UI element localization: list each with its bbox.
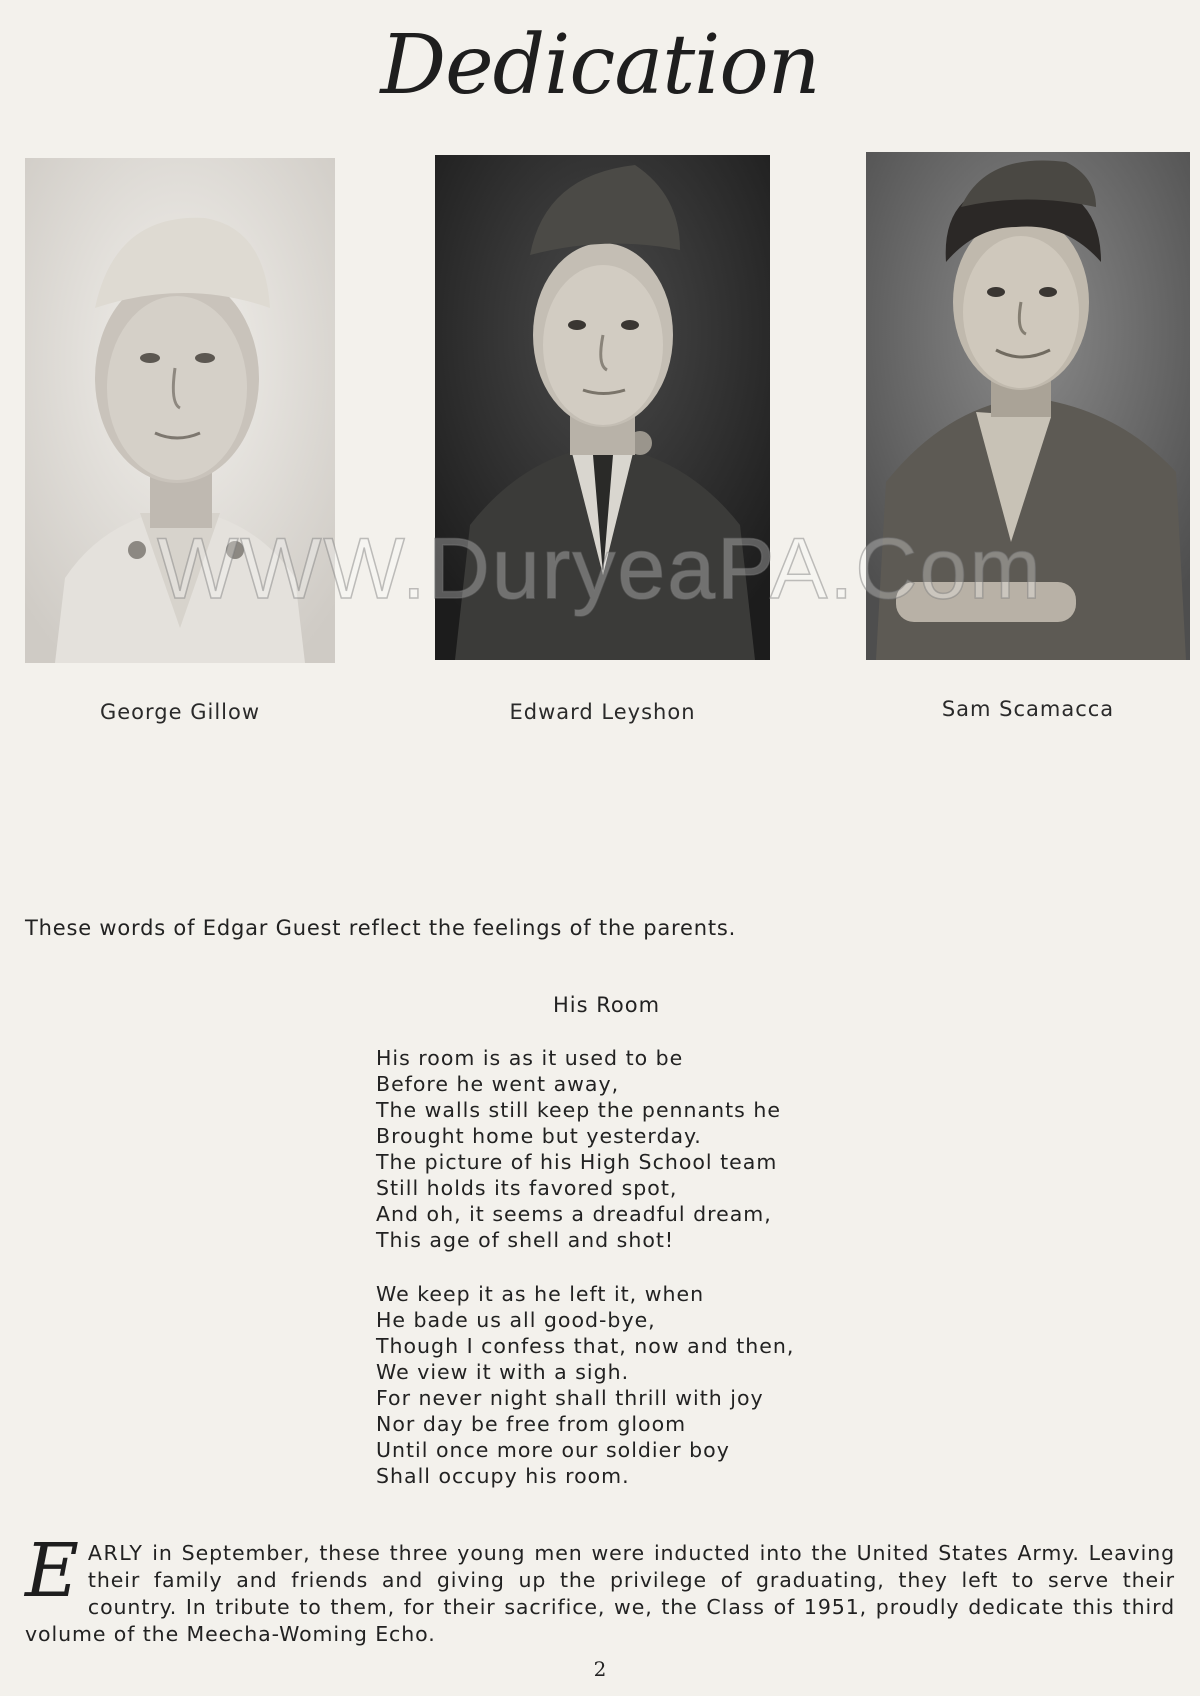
poem-line: Before he went away, bbox=[376, 1072, 620, 1096]
poem-line: Nor day be free from gloom bbox=[376, 1412, 687, 1436]
poem-line: And oh, it seems a dreadful dream, bbox=[376, 1202, 772, 1226]
poem-line: The walls still keep the pennants he bbox=[376, 1098, 781, 1122]
poem-body bbox=[376, 1045, 794, 1517]
dedication-text: in September, these three young men were inducted into the United States Army. Leaving their family and friends and giving up the privilege of graduating, they left to serve their country. In tribute to them, for their sacrifice, we, the Class of 1951, proudly dedicate this third volume of the Meecha-Woming Echo. bbox=[25, 1541, 1175, 1646]
poem-line: Still holds its favored spot, bbox=[376, 1176, 678, 1200]
portrait-photo-sam-scamacca bbox=[866, 152, 1190, 660]
poem-line: We view it with a sigh. bbox=[376, 1360, 630, 1384]
dedication-paragraph bbox=[25, 1528, 1175, 1648]
poem-stanza-1 bbox=[376, 1045, 794, 1253]
page-title: Dedication bbox=[380, 18, 820, 113]
portrait-image bbox=[25, 158, 335, 663]
intro-text: These words of Edgar Guest reflect the feelings of the parents. bbox=[25, 916, 737, 940]
poem-line: Brought home but yesterday. bbox=[376, 1124, 702, 1148]
poem-line: He bade us all good-bye, bbox=[376, 1308, 656, 1332]
portrait-photo-george-gillow bbox=[25, 158, 335, 663]
poem-line: His room is as it used to be bbox=[376, 1046, 684, 1070]
page-number: 2 bbox=[593, 1657, 607, 1681]
drop-cap: E bbox=[25, 1528, 80, 1614]
poem-line: Until once more our soldier boy bbox=[376, 1438, 730, 1462]
poem-line: Shall occupy his room. bbox=[376, 1464, 630, 1488]
poem-line: We keep it as he left it, when bbox=[376, 1282, 705, 1306]
portrait-photo-edward-leyshon bbox=[435, 155, 770, 660]
poem-line: Though I confess that, now and then, bbox=[376, 1334, 795, 1358]
caption-george-gillow: George Gillow bbox=[99, 700, 261, 724]
poem-title: His Room bbox=[553, 993, 661, 1017]
lead-caps: ARLY bbox=[87, 1541, 144, 1565]
portrait-image bbox=[435, 155, 770, 660]
poem-line: The picture of his High School team bbox=[376, 1150, 778, 1174]
poem-stanza-2 bbox=[376, 1281, 794, 1489]
watermark: WWW.DuryeaPA.Com bbox=[157, 521, 1043, 617]
portrait-image bbox=[866, 152, 1190, 660]
caption-sam-scamacca: Sam Scamacca bbox=[941, 697, 1115, 721]
poem-line: This age of shell and shot! bbox=[376, 1228, 675, 1252]
caption-edward-leyshon: Edward Leyshon bbox=[509, 700, 696, 724]
poem-line: For never night shall thrill with joy bbox=[376, 1386, 764, 1410]
